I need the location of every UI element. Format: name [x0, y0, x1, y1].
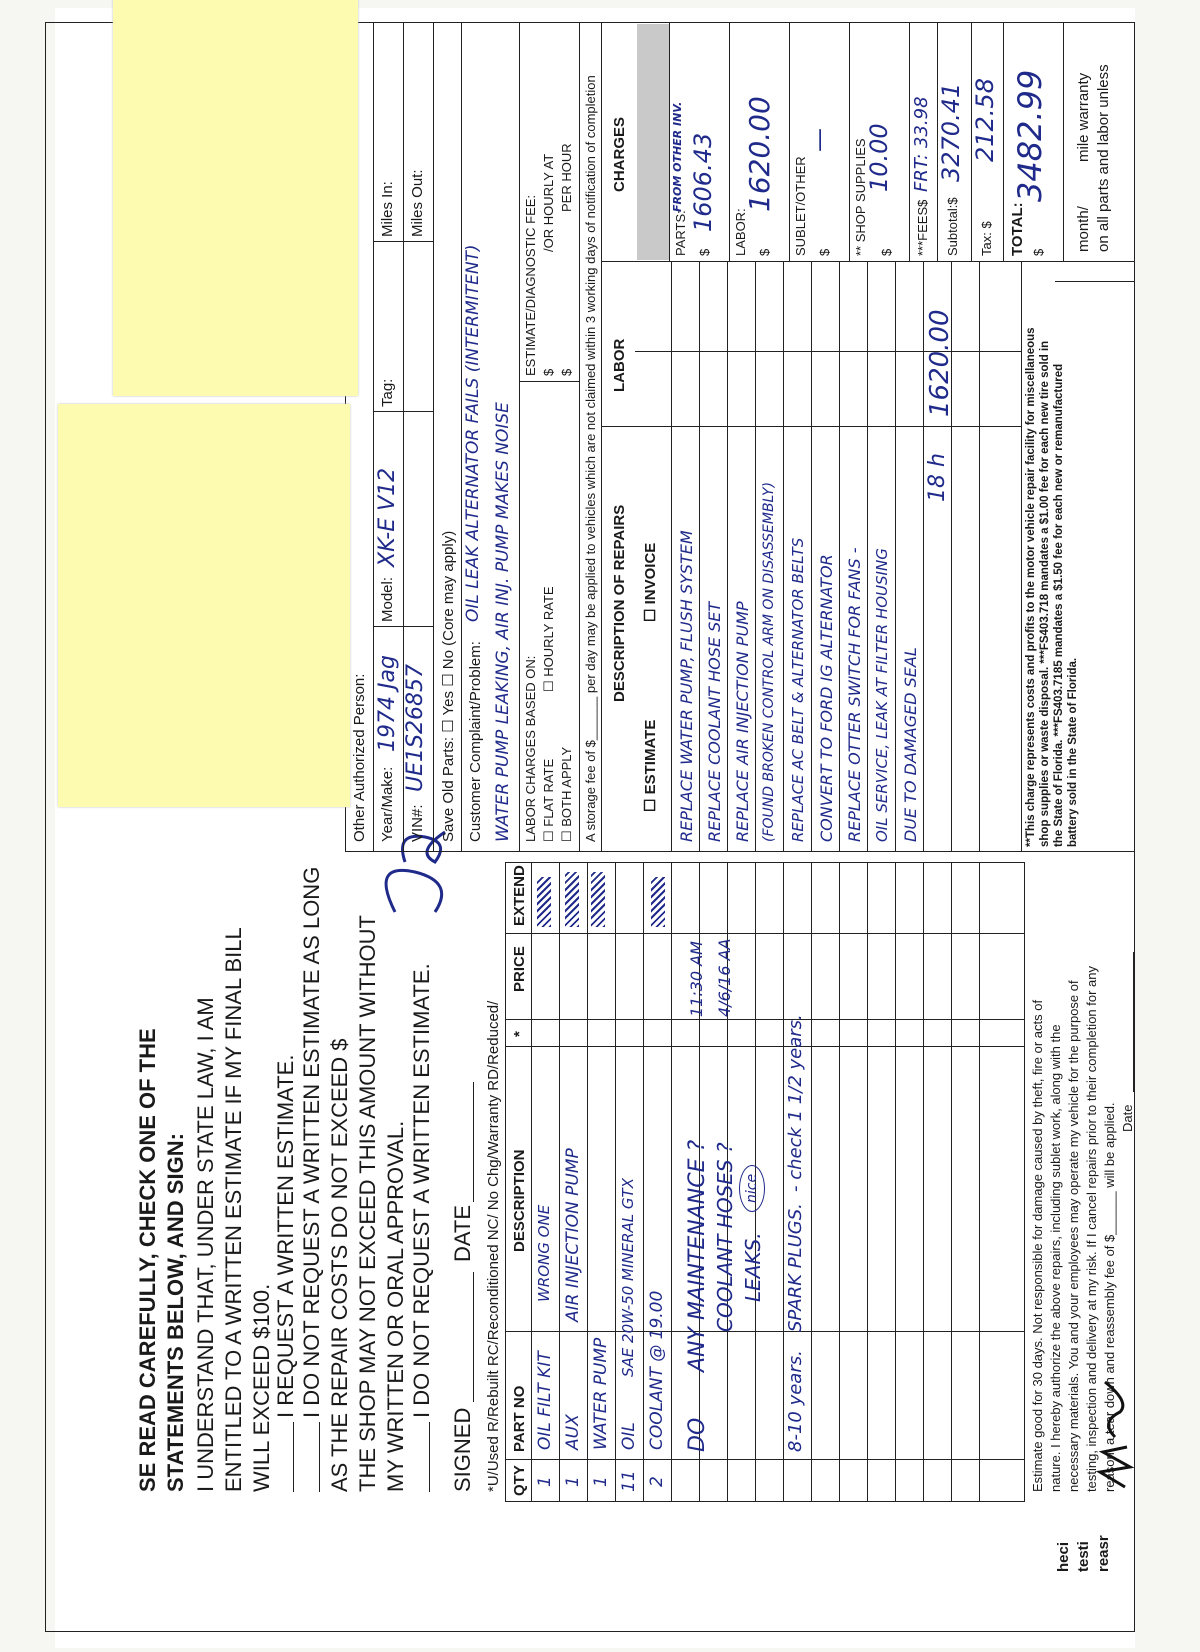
labor-amount: 1620.00	[743, 96, 776, 212]
other-auth-label: Other Authorized Person:	[351, 673, 368, 842]
fine-print-line: **This charge represents costs and profits to the motor vehicle repair facility for miscellaneous	[1025, 327, 1037, 847]
flat-rate-option[interactable]: ☐ FLAT RATE	[541, 758, 556, 842]
scribble	[565, 872, 579, 927]
note-date: 4/6/16 AA	[715, 938, 734, 1017]
labor-dollar: $	[757, 248, 772, 256]
repairs-header: DESCRIPTION OF REPAIRS	[611, 504, 628, 702]
storage-fee-text: A storage fee of $______ per day may be applied to vehicles which are not claimed within 3 working days of notification of completion	[583, 75, 598, 842]
consent-option-2b: AS THE REPAIR COSTS DO NOT EXCEED $	[327, 1038, 352, 1492]
part-no: COOLANT @ 19.00	[647, 1290, 667, 1450]
disclaimer-line: testing, inspection and delivery at my risk. If I cancel repairs prior to their completion for any	[1084, 965, 1099, 1492]
invoice-checkbox[interactable]: ☐ INVOICE	[642, 542, 659, 622]
note-leaks: LEAKS.	[741, 1232, 765, 1302]
disclaimer-line: Estimate good for 30 days. Not responsible for damage caused by theft, fire or acts of	[1030, 999, 1045, 1492]
part-desc: SAE 20W-50 MINERAL GTX	[619, 1178, 637, 1377]
repair-line: (FOUND BROKEN CONTROL ARM ON DISASSEMBLY)	[761, 481, 777, 842]
subtotal-amount: 3270.41	[937, 82, 965, 182]
model-label: Model:	[379, 576, 396, 622]
note-time: 11:30 AM	[687, 941, 706, 1017]
estimate-fee-dollar: $	[541, 368, 556, 376]
complaint-line-2[interactable]: WATER PUMP LEAKING, AIR INJ. PUMP MAKES NOISE	[493, 402, 513, 842]
fine-print-line: battery sold in the State of Florida.	[1067, 657, 1079, 847]
repair-line: REPLACE AIR INJECTION PUMP	[733, 601, 752, 842]
repair-hours: 18 h	[925, 453, 950, 502]
fine-print-line: shop supplies or waste disposal. ***FS403.718 mandates a $1.00 fee for each new tire sold in	[1039, 340, 1051, 847]
disclaimer-line: necessary materials. You and your employees may operate my vehicle for the purpose of	[1066, 980, 1081, 1492]
both-apply-option[interactable]: ☐ BOTH APPLY	[559, 746, 574, 842]
col-description: DESCRIPTION	[511, 1149, 528, 1252]
part-qty: 1	[591, 1476, 611, 1487]
note-spark-plugs: SPARK PLUGS.	[785, 1203, 806, 1332]
repair-line: REPLACE COOLANT HOSE SET	[705, 601, 724, 842]
parts-legend: *U/Used R/Rebuilt RC/Reconditioned NC/ No Chg/Warranty RD/Reduced/	[485, 1000, 502, 1492]
note-coolant-hoses: COOLANT HOSES ?	[713, 1142, 737, 1332]
disclaimer-line: nature. I hereby authorize the above repairs, including sublet work, along with the	[1048, 1024, 1063, 1492]
miles-out-label: Miles Out:	[409, 169, 426, 237]
consent-option-2c: THE SHOP MAY NOT EXCEED THIS AMOUNT WITHOUT	[355, 915, 380, 1492]
warranty-month: month/	[1075, 206, 1092, 252]
miles-in-label: Miles In:	[379, 181, 396, 237]
save-old-parts[interactable]: Save Old Parts: ☐ Yes ☐ No (Core may apply)	[440, 530, 457, 842]
parts-label: PARTS:	[673, 210, 688, 256]
labor-total: 1620.00	[925, 309, 955, 417]
year-make-label: Year/Make:	[379, 766, 396, 842]
per-hour-label: PER HOUR	[559, 143, 574, 212]
disclaimer-line: reason, a tear down and reassembly fee of $______ will be applied.	[1102, 1102, 1117, 1492]
labor-charges-title: LABOR CHARGES BASED ON:	[523, 655, 538, 842]
vin-label: VIN#:	[409, 804, 426, 842]
margin-fragment: testi	[1075, 1541, 1092, 1572]
col-extend: EXTEND	[511, 865, 528, 926]
part-qty: 2	[647, 1476, 667, 1487]
warranty-mile: mile warranty	[1075, 72, 1092, 162]
vin-value[interactable]: UE1S26857	[403, 664, 428, 792]
consent-heading-1: SE READ CAREFULLY, CHECK ONE OF THE	[135, 1028, 160, 1492]
part-desc: WRONG ONE	[535, 1204, 553, 1302]
scribble	[537, 877, 551, 927]
consent-text-1: I UNDERSTAND THAT, UNDER STATE LAW, I AM	[193, 997, 218, 1492]
option-no-estimate[interactable]: I DO NOT REQUEST A WRITTEN ESTIMATE.	[409, 963, 434, 1418]
date-label: DATE	[450, 1204, 475, 1262]
sticky-note	[58, 404, 350, 807]
repair-line: REPLACE AC BELT & ALTERNATOR BELTS	[789, 537, 807, 842]
tag-label: Tag:	[379, 378, 396, 407]
hourly-rate-option[interactable]: ☐ HOURLY RATE	[541, 586, 556, 692]
parts-amount: 1606.43	[689, 132, 717, 232]
sublet-dollar: $	[817, 248, 832, 256]
signed-label: SIGNED	[450, 1407, 475, 1492]
option-request-estimate[interactable]: I REQUEST A WRITTEN ESTIMATE.	[273, 1054, 298, 1418]
parts-table	[505, 862, 1025, 1502]
fine-print-line: the State of Florida. ***FS403.7185 mandates a $1.50 fee for each new or remanufactured	[1053, 363, 1065, 847]
tax-label: Tax: $	[979, 221, 994, 256]
sticky-note	[113, 0, 358, 396]
note-do: DO	[685, 1417, 710, 1452]
fees-label: ***FEES$	[915, 199, 930, 256]
margin-fragment: reasr	[1095, 1535, 1112, 1572]
repair-line: REPLACE OTTER SWITCH FOR FANS -	[845, 547, 864, 842]
shop-dollar: $	[879, 248, 894, 256]
shop-supplies-label: ** SHOP SUPPLIES	[853, 138, 868, 256]
charges-header: CHARGES	[611, 116, 628, 192]
repair-line: CONVERT TO FORD IG ALTERNATOR	[817, 554, 836, 842]
freight-amount: FRT: 33.98	[911, 96, 932, 192]
part-no: AUX	[563, 1414, 583, 1450]
total-dollar: $	[1031, 248, 1046, 256]
note-nice: nice	[739, 1165, 765, 1212]
consent-text-2: ENTITLED TO A WRITTEN ESTIMATE IF MY FINAL BILL	[221, 927, 246, 1492]
note-check: - check 1 1/2 years.	[785, 1014, 806, 1192]
subtotal-label: Subtotal:$	[945, 197, 960, 256]
part-desc: AIR INJECTION PUMP	[563, 1148, 583, 1322]
repair-line: REPLACE WATER PUMP, FLUSH SYSTEM	[677, 530, 696, 842]
part-qty: 1	[563, 1476, 583, 1487]
note-plugs-years: 8-10 years.	[785, 1350, 806, 1452]
sublet-amount: —	[805, 128, 833, 152]
parts-note: FROM OTHER INV.	[671, 101, 684, 212]
estimate-fee-label: ESTIMATE/DIAGNOSTIC FEE:	[523, 194, 538, 376]
parts-dollar: $	[697, 248, 712, 256]
or-hourly-label: /OR HOURLY AT	[541, 153, 556, 252]
complaint-label: Customer Complaint/Problem:	[467, 641, 484, 842]
col-star: *	[511, 1031, 528, 1037]
part-no: OIL	[619, 1422, 639, 1450]
consent-heading-2: STATEMENTS BELOW, AND SIGN:	[163, 1133, 188, 1492]
scribble	[651, 877, 665, 927]
tax-amount: 212.58	[971, 78, 999, 162]
sublet-label: SUBLET/OTHER	[793, 156, 808, 256]
margin-fragment: heci	[1055, 1541, 1072, 1572]
customer-signature	[1095, 1372, 1135, 1492]
estimate-checkbox[interactable]: ☐ ESTIMATE	[642, 719, 659, 812]
part-qty: 1	[535, 1476, 555, 1487]
labor-header: LABOR	[611, 338, 628, 392]
total-label: TOTAL:	[1009, 202, 1026, 256]
year-make-value[interactable]: 1974 Jag	[375, 655, 400, 752]
total-amount: 3482.99	[1011, 69, 1049, 202]
model-value[interactable]: XK-E V12	[375, 467, 400, 567]
repair-line: OIL SERVICE, LEAK AT FILTER HOUSING	[873, 548, 891, 842]
part-no: OIL FILT KIT	[535, 1351, 555, 1450]
consent-option-2d: MY WRITTEN OR ORAL APPROVAL.	[383, 1120, 408, 1492]
warranty-terms: on all parts and labor unless	[1095, 64, 1112, 252]
part-qty: 11	[619, 1470, 639, 1492]
col-price: PRICE	[511, 946, 528, 992]
note-any-maintenance: ANY MAINTENANCE ?	[685, 1139, 710, 1372]
part-no: WATER PUMP	[591, 1337, 611, 1450]
labor-label: LABOR:	[733, 208, 748, 256]
col-part-no: PART NO	[511, 1385, 528, 1452]
complaint-line-1[interactable]: OIL LEAK ALTERNATOR FAILS (INTERMITENT)	[463, 244, 483, 622]
shop-supplies-amount: 10.00	[865, 123, 893, 192]
col-qty: QTY	[511, 1465, 528, 1496]
repair-line: DUE TO DAMAGED SEAL	[901, 647, 920, 842]
disclaimer-date-label: Date	[1120, 1104, 1135, 1132]
shaded-cell	[637, 24, 669, 260]
option-no-estimate-limit[interactable]: I DO NOT REQUEST A WRITTEN ESTIMATE AS LONG	[299, 866, 324, 1418]
consent-text-3: WILL EXCEED $100.	[249, 1283, 274, 1492]
scribble	[591, 872, 605, 927]
hourly-dollar: $	[559, 368, 574, 376]
